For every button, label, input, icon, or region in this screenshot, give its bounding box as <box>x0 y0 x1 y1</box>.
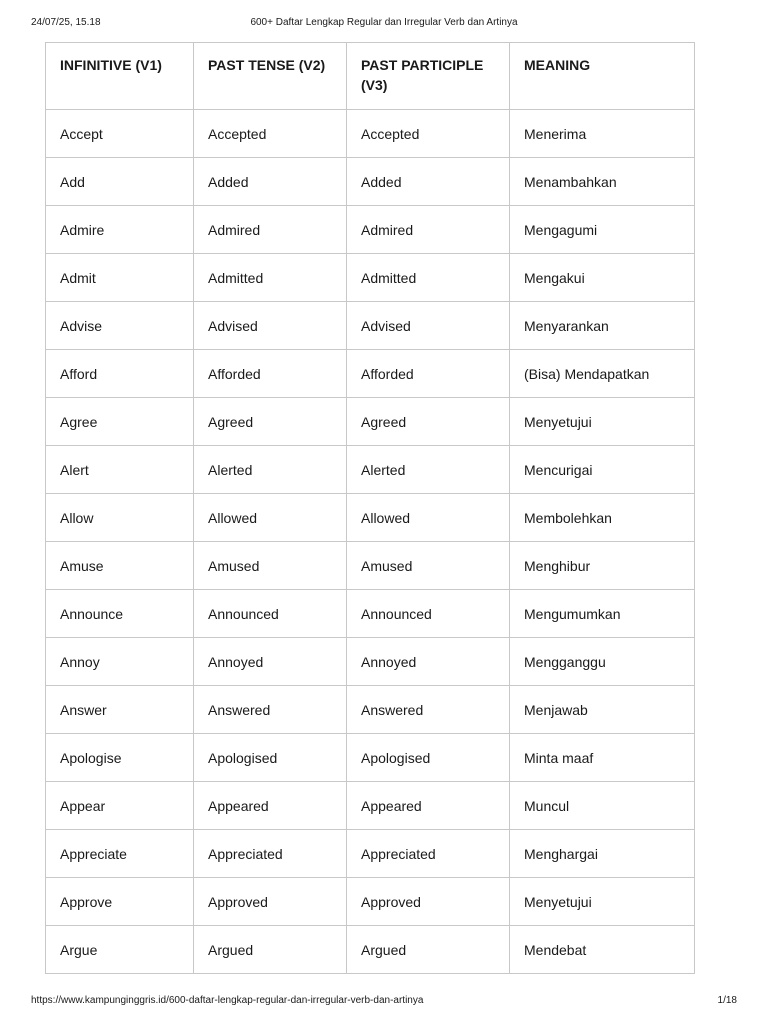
cell-meaning: Minta maaf <box>510 734 695 782</box>
cell-past-tense: Appeared <box>194 782 347 830</box>
cell-meaning: Menjawab <box>510 686 695 734</box>
cell-past-tense: Added <box>194 158 347 206</box>
verb-table <box>45 42 695 974</box>
print-header <box>0 16 768 30</box>
table-row <box>46 206 695 254</box>
cell-infinitive: Announce <box>46 590 194 638</box>
page-title: 600+ Daftar Lengkap Regular dan Irregular Verb dan Artinya <box>250 17 518 28</box>
cell-past-participle: Accepted <box>347 110 510 158</box>
cell-past-tense: Amused <box>194 542 347 590</box>
table-body <box>46 110 695 974</box>
page-url: https://www.kampunginggris.id/600-daftar-lengkap-regular-dan-irregular-verb-dan-artinya <box>31 995 424 1006</box>
print-footer <box>0 994 768 1008</box>
cell-infinitive: Amuse <box>46 542 194 590</box>
cell-meaning: Menyetujui <box>510 878 695 926</box>
cell-infinitive: Allow <box>46 494 194 542</box>
table-row <box>46 878 695 926</box>
cell-meaning: Mencurigai <box>510 446 695 494</box>
table-row <box>46 686 695 734</box>
cell-past-participle: Appreciated <box>347 830 510 878</box>
table-row <box>46 350 695 398</box>
cell-past-tense: Approved <box>194 878 347 926</box>
cell-meaning: Menyetujui <box>510 398 695 446</box>
cell-past-participle: Amused <box>347 542 510 590</box>
cell-past-participle: Announced <box>347 590 510 638</box>
cell-meaning: Mengganggu <box>510 638 695 686</box>
table-row <box>46 446 695 494</box>
cell-meaning: Mengumumkan <box>510 590 695 638</box>
cell-past-tense: Argued <box>194 926 347 974</box>
cell-infinitive: Alert <box>46 446 194 494</box>
cell-past-tense: Annoyed <box>194 638 347 686</box>
column-header-past-participle: PAST PARTICIPLE (V3) <box>347 43 510 110</box>
table-row <box>46 590 695 638</box>
page-number: 1/18 <box>717 995 737 1006</box>
table-row <box>46 782 695 830</box>
cell-infinitive: Advise <box>46 302 194 350</box>
cell-meaning: Menyarankan <box>510 302 695 350</box>
table-row <box>46 926 695 974</box>
table-row <box>46 254 695 302</box>
cell-meaning: Menerima <box>510 110 695 158</box>
cell-meaning: Muncul <box>510 782 695 830</box>
table-row <box>46 830 695 878</box>
table-row <box>46 494 695 542</box>
column-header-infinitive: INFINITIVE (V1) <box>46 43 194 110</box>
cell-past-participle: Advised <box>347 302 510 350</box>
cell-past-tense: Allowed <box>194 494 347 542</box>
cell-infinitive: Appear <box>46 782 194 830</box>
cell-past-participle: Agreed <box>347 398 510 446</box>
cell-past-participle: Argued <box>347 926 510 974</box>
table-row <box>46 542 695 590</box>
cell-meaning: Mengagumi <box>510 206 695 254</box>
cell-meaning: Membolehkan <box>510 494 695 542</box>
cell-meaning: Menghargai <box>510 830 695 878</box>
cell-infinitive: Admit <box>46 254 194 302</box>
cell-infinitive: Accept <box>46 110 194 158</box>
cell-infinitive: Appreciate <box>46 830 194 878</box>
table-row <box>46 398 695 446</box>
cell-past-tense: Appreciated <box>194 830 347 878</box>
table-row <box>46 734 695 782</box>
cell-past-participle: Apologised <box>347 734 510 782</box>
cell-past-participle: Added <box>347 158 510 206</box>
cell-infinitive: Answer <box>46 686 194 734</box>
table-header-row <box>46 43 695 110</box>
cell-past-tense: Answered <box>194 686 347 734</box>
table-row <box>46 110 695 158</box>
cell-infinitive: Admire <box>46 206 194 254</box>
column-header-past-tense: PAST TENSE (V2) <box>194 43 347 110</box>
cell-infinitive: Apologise <box>46 734 194 782</box>
cell-meaning: (Bisa) Mendapatkan <box>510 350 695 398</box>
cell-past-participle: Afforded <box>347 350 510 398</box>
cell-infinitive: Afford <box>46 350 194 398</box>
cell-past-tense: Accepted <box>194 110 347 158</box>
cell-past-participle: Admitted <box>347 254 510 302</box>
cell-infinitive: Add <box>46 158 194 206</box>
cell-past-tense: Agreed <box>194 398 347 446</box>
cell-past-tense: Advised <box>194 302 347 350</box>
table-row <box>46 302 695 350</box>
cell-past-participle: Approved <box>347 878 510 926</box>
cell-meaning: Menghibur <box>510 542 695 590</box>
cell-past-participle: Admired <box>347 206 510 254</box>
cell-past-participle: Answered <box>347 686 510 734</box>
cell-meaning: Mendebat <box>510 926 695 974</box>
cell-past-participle: Allowed <box>347 494 510 542</box>
cell-past-tense: Afforded <box>194 350 347 398</box>
cell-past-tense: Admitted <box>194 254 347 302</box>
cell-past-tense: Alerted <box>194 446 347 494</box>
cell-infinitive: Argue <box>46 926 194 974</box>
table-row <box>46 158 695 206</box>
cell-past-tense: Admired <box>194 206 347 254</box>
cell-infinitive: Approve <box>46 878 194 926</box>
cell-past-participle: Annoyed <box>347 638 510 686</box>
print-date: 24/07/25, 15.18 <box>31 17 101 28</box>
cell-past-participle: Alerted <box>347 446 510 494</box>
cell-past-tense: Announced <box>194 590 347 638</box>
cell-infinitive: Agree <box>46 398 194 446</box>
cell-past-tense: Apologised <box>194 734 347 782</box>
cell-meaning: Mengakui <box>510 254 695 302</box>
table-row <box>46 638 695 686</box>
cell-infinitive: Annoy <box>46 638 194 686</box>
cell-past-participle: Appeared <box>347 782 510 830</box>
cell-meaning: Menambahkan <box>510 158 695 206</box>
column-header-meaning: MEANING <box>510 43 695 110</box>
